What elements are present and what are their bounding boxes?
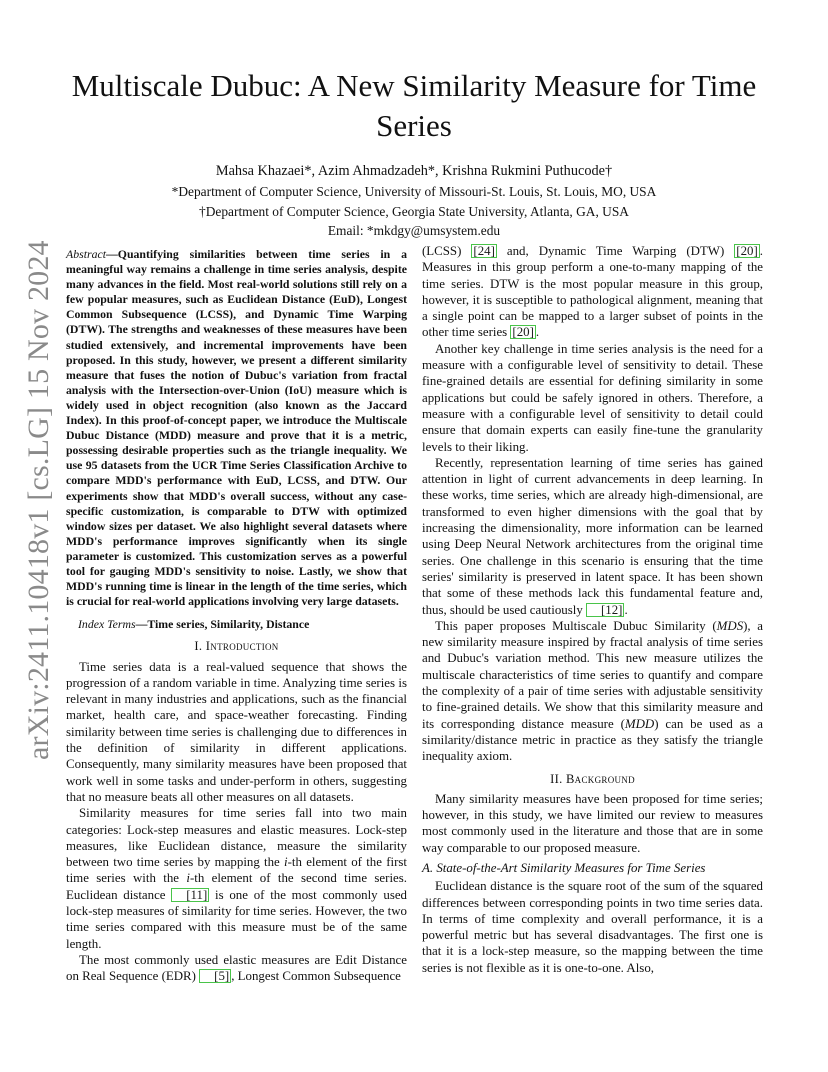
abstract-text: —Quantifying similarities between time series in a meaningful way remains a challenge in time series analysis, despite many advances in the field. Most real-world solutions still rely on a few popular measures, such as Euclidean Distance (EuD), Longest Common Subsequence (LCSS), and Dynamic Time Warping (DTW). The strengths and weaknesses of these measures have been studied extensively, and incremental improvements have been proposed. In this study, however, we present a different similarity measure that fuses the notion of Dubuc's variation from fractal analysis with the Intersection-over-Union (IoU) measure which is widely used in object recognition (also known as the Jaccard Index). In this proof-of-concept paper, we introduce the Multiscale Dubuc Distance (MDD) measure and prove that it is a metric, possessing desirable properties such as the triangle inequality. We use 95 datasets from the UCR Time Series Classification Archive to compare MDD's performance with EuD, LCSS, and DTW. Our experiments show that MDD's overall success, without any case-specific customization, is comparable to DTW with optimized window sizes per dataset. We also highlight several datasets where MDD's performance improves significantly when its single parameter is customized. This customization serves as a powerful tool for gauging MDD's sensitivity to noise. Lastly, we show that MDD's running time is linear in the length of the time series, which is crucial for real-world applications involving very large datasets.	[66, 247, 407, 609]
intro-paragraph-6: Recently, representation learning of time series has gained attention in light of current advancements in deep learning. In these works, time series, which are already high-dimensional, are transformed to even higher dimensions with the goal that by increasing the dimensionality, more information can be learned using Deep Neural Network architectures from the original time series. One challenge in this scenario is ensuring that the time series' similarity is preserved in latent space. It has been shown that some of these methods lack this fundamental feature and, thus, should be used cautiously [12] .	[422, 455, 763, 617]
affiliation-1: *Department of Computer Science, University of Missouri-St. Louis, St. Louis, MO, USA	[171, 184, 657, 199]
citation-link[interactable]: [24]	[473, 244, 495, 258]
index-terms-lead: Index Terms	[78, 617, 136, 632]
intro-paragraph-4: (LCSS) [24] and, Dynamic Time Warping (DTW) [20] . Measures in this group perform a one-to-many mapping of the time series. DTW is the most popular measure in this group, however, it is susceptible to pathological alignment, meaning that a single point can be mapped to a larger subset of points in the other time series [20] .	[422, 244, 763, 340]
intro-paragraph-7: This paper proposes Multiscale Dubuc Similarity (MDS), a new similarity measure inspired by fractal analysis of time series and Dubuc's variation method. This new measure utilizes the multiscale characteristics of time series to quantify and compare the complexity of a pair of time series with adjustable sensitivity to fine-grained details. We show that this similarity measure and its corresponding distance measure (MDD) can be used as a similarity/distance metric in practice as they satisfy the triangle inequality axiom.	[422, 618, 763, 764]
background-paragraph-1: Many similarity measures have been proposed for time series; however, in this study, we have limited our review to measures most commonly used in the literature and those that are in some way comparable to our proposed measure.	[422, 791, 763, 855]
author-email: Email: *mkdgy@umsystem.edu	[327, 223, 501, 238]
citation-link[interactable]: [5]	[199, 969, 231, 983]
intro-paragraph-2: Similarity measures for time series fall into two main categories: Lock-step measures and elastic measures. Lock-step measures, like Euclidean distance, measure the similarity between two time series by mapping the i-th element of the first time series with the i-th element of the second time series. Euclidean distance [11] is one of the most commonly used lock-step measures of similarity for time series. However, the two time series compared with this measure must be of the same length.	[66, 806, 408, 951]
intro-paragraph-1: Time series data is a real-valued sequence that shows the progression of a random variable in time. Analyzing time series is relevant in many industries and applications, such as the financial market, health care, and space-weather forecasting. Finding similarity between time series is challenging due to differences in the definition of similarity in different applications. Consequently, many similarity measures have been proposed that work well in some tasks and under-perform in others, suggesting that no measure beats all other measures on all datasets.	[66, 659, 407, 804]
author-block	[60, 160, 768, 241]
intro-paragraph-5: Another key challenge in time series analysis is the need for a measure with a configurable level of sensitivity to detail. These fine-grained details are essential for defining similarity in some applications but could be safely ignored in others. Therefore, a measure with a configurable level of sensitivity to detail could ensure that domain experts can easily fine-tune the granularity levels to their liking.	[422, 341, 763, 454]
citation-link[interactable]: [20]	[512, 325, 534, 340]
background-paragraph-2: Euclidean distance is the square root of the sum of the squared differences between corresponding points in two time series data. In terms of time complexity and overall performance, it is a powerful metric but has several disadvantages. The first one is that it is a lock-step measure, so the mapping between the time series is not flexible as it is one-to-one. Also,	[422, 879, 763, 975]
intro-paragraph-3: The most commonly used elastic measures are Edit Distance on Real Sequence (EDR) [5] , Longest Common Subsequence	[66, 952, 407, 984]
subsection-heading-a: A. State-of-the-Art Similarity Measures for Time Series	[422, 860, 706, 875]
affiliation-2: †Department of Computer Science, Georgia State University, Atlanta, GA, USA	[199, 203, 629, 219]
index-terms	[66, 617, 407, 632]
left-column	[66, 247, 407, 984]
citation-link[interactable]: [12]	[586, 603, 624, 617]
abstract	[66, 247, 407, 609]
abstract-lead: Abstract	[66, 247, 106, 261]
section-heading-background: II. Background	[550, 771, 635, 786]
paper-title: Multiscale Dubuc: A New Similarity Measure for Time Series	[71, 68, 757, 143]
section-heading-introduction: I. Introduction	[194, 639, 279, 654]
citation-link[interactable]: [20]	[736, 244, 758, 258]
index-terms-text: —Time series, Similarity, Distance	[135, 617, 310, 632]
citation-link[interactable]: [11]	[171, 888, 209, 902]
arxiv-sidebar-stamp: arXiv:2411.10418v1 [cs.LG] 15 Nov 2024	[22, 240, 55, 760]
right-column	[422, 243, 763, 976]
author-names: Mahsa Khazaei*, Azim Ahmadzadeh*, Krishna Rukmini Puthucode†	[215, 163, 613, 179]
